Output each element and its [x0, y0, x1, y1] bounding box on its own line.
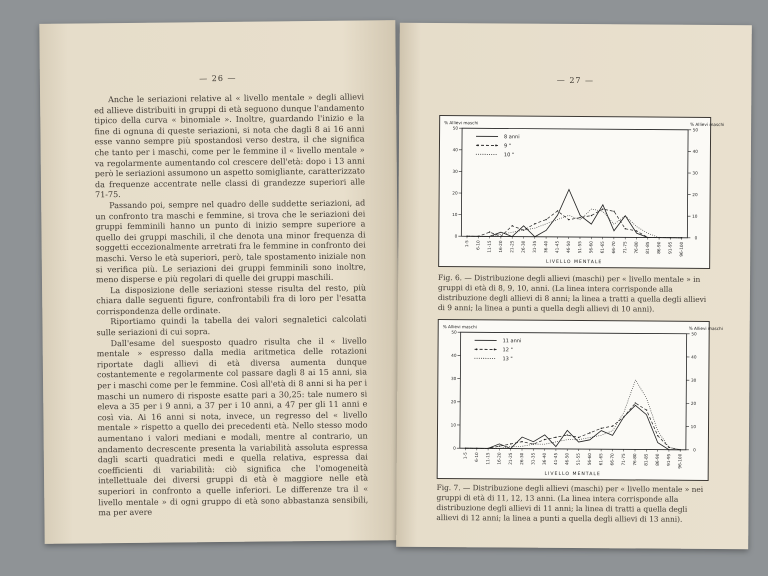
x-tick-label: 81-85: [644, 241, 650, 254]
paragraph: Anche le seriazioni relative al « livello mentale » degli allievi ed allieve distribuiti in gruppi di età seguono dunque l'andamento tipico della curva « binomiale ». Inoltre, guardando l'inizio e la fine di ognuna di queste seriazioni, si nota che dagli 8 ai 16 anni esse vanno sempre più spostandosi verso destra, il che significa che tanto per i maschi, come per le femmine il « livello mentale » va regolarmente aumentando col crescere dell'età: dopo i 13 anni però le seriazioni assumono un aspetto somigliante, caratterizzato da frequenze accentrate nelle classi di grandezze superiori alle 71-75.: [94, 92, 366, 200]
legend-marker: [494, 349, 496, 351]
series-point: [534, 223, 535, 224]
paragraph: La disposizione delle seriazioni stesse risulta del resto, più chiara dalle seguenti figure, confrontabili fra di loro per l'esatta corrispondenza delle ordinate.: [96, 283, 367, 317]
y-tick-label: 40: [451, 352, 457, 358]
y-tick-label: 50: [451, 329, 457, 335]
y-tick-label-right: 50: [692, 127, 699, 133]
legend-marker: [477, 144, 479, 146]
series-point: [500, 236, 501, 237]
series-point: [635, 402, 636, 403]
x-tick-label: 41-45: [554, 240, 560, 254]
x-tick-label: 6-10: [475, 240, 481, 250]
series-point: [623, 416, 624, 417]
series-point: [489, 231, 490, 232]
y-tick-label: 50: [452, 125, 459, 131]
series-point: [579, 217, 580, 218]
series-point: [602, 208, 603, 209]
x-tick-label: 31-35: [531, 240, 537, 253]
left-page: [39, 20, 400, 544]
series-point: [578, 437, 579, 438]
x-tick-label: 66-70: [610, 241, 617, 254]
x-tick-label: 71-75: [620, 453, 626, 466]
x-tick-label: 36-40: [543, 240, 549, 253]
plot-frame: [461, 128, 688, 238]
line-chart: [438, 320, 723, 480]
legend-label: 12 ": [502, 347, 513, 354]
x-tick-label: 26-30: [520, 240, 526, 253]
y-axis-label-right: % Allievi maschi: [690, 121, 725, 128]
figure-6-caption: Fig. 6. — Distribuzione degli allievi (maschi) per « livello mentale » in gruppi di età di 8, 9, 10, anni. (La linea intera corrisponde alla distribuzione degli allievi di 8 anni; la linea a tratti a quella degli allievi di 9 anni; la linea a punti a quella degli allievi di 10 anni).: [437, 273, 707, 314]
series-point: [499, 445, 500, 446]
x-tick-label: 31-35: [530, 452, 536, 465]
x-tick-label: 86-90: [654, 453, 660, 466]
series-point: [681, 237, 682, 238]
right-page: [396, 23, 752, 549]
series-point: [657, 435, 658, 436]
x-tick-label: 51-55: [577, 241, 583, 254]
paragraph: Dall'esame del suesposto quadro risulta che il « livello mentale » espresso dalla media aritmetica delle rotazioni riportate dagli allievi di età diversa aumenta dunque costantemente e regolarmente col passare dagli 8 ai 15 anni, sia per i maschi come per le femmine. Così all'età di 8 anni si ha per i maschi un numero di risposte esatte pari a 30,25: tale numero si eleva a 35 per i 9 anni, a 37 per i 10 anni, a 47 per gli 11 anni e così via. Ai 16 anni si nota, invece, un regresso del « livello mentale » rispetto a quello dei precedenti età. Nello stesso modo aumentano i valori mediani e modali, mentre al contrario, un andamento decrescente presenta la variabilità assoluta espressa dagli scarti quadratici medi e quella relativa, espressa dai coefficienti di variabilità: ciò significa che l'omogeneità intellettuale dei diversi gruppi di età è maggiore nelle età superiori in confronto a quelle inferiori. Le differenze tra il « livello mentale » di ogni gruppo di età sono abbastanza sensibili, ma per avere: [96, 336, 369, 518]
series-line: [467, 208, 682, 238]
y-tick-label-right: 0: [693, 447, 696, 453]
y-axis-label-right: % Allievi maschi: [688, 325, 723, 332]
legend-label: 9 ": [503, 143, 512, 150]
body-text: [94, 92, 368, 519]
y-tick-label-right: 50: [691, 331, 697, 337]
y-tick-label: 0: [454, 233, 458, 239]
x-tick-label: 16-20: [497, 240, 504, 253]
line-chart: [439, 116, 725, 268]
x-tick-label: 21-25: [507, 452, 513, 465]
series-point: [568, 219, 569, 220]
y-tick-label-right: 40: [692, 148, 698, 154]
paragraph: Riportiamo quindi la tabella dei valori segnaletici calcolati sulle seriazioni di cui sopra.: [96, 314, 367, 338]
legend-label: 13 ": [502, 356, 513, 363]
y-axis-label: % Allievi maschi: [444, 120, 479, 126]
x-tick-label: 21-25: [509, 240, 515, 253]
series-point: [646, 409, 647, 410]
series-point: [557, 210, 558, 211]
paragraph: Passando poi, sempre nel quadro delle suddette seriazioni, ad un confronto tra maschi e femmine, si trova che le seriazioni dei gruppi femminili hanno un punto di inizio sempre superiore a quello dei gruppi maschili, il che denota una minor frequenza di soggetti eccezionalmente arretrati fra le femmine in confronto dei maschi. Verso le età superiori, però, tale spostamento iniziale non si verifica più. Le seriazioni dei gruppi femminili sono inoltre, meno disperse e più regolari di quelle dei gruppi maschili.: [95, 198, 366, 285]
x-tick-label: 56-60: [588, 241, 594, 254]
series-line: [465, 404, 680, 450]
y-tick-label: 30: [452, 168, 458, 174]
series-point: [510, 443, 511, 444]
x-tick-label: 61-65: [599, 241, 605, 254]
x-tick-label: 81-85: [643, 453, 649, 466]
legend-label: 10 ": [503, 152, 515, 159]
y-tick-label: 10: [452, 212, 458, 218]
series-point: [521, 441, 522, 442]
y-tick-label-right: 10: [690, 424, 697, 430]
y-tick-label-right: 20: [692, 192, 698, 198]
x-tick-label: 51-55: [575, 453, 581, 466]
series-line: [467, 208, 682, 238]
x-tick-label: 1-5: [464, 240, 470, 248]
legend-label: 8 anni: [504, 134, 520, 141]
open-book: [38, 16, 756, 556]
y-tick-label-right: 20: [690, 400, 697, 406]
y-axis-label: % Allievi maschi: [442, 324, 477, 330]
legend-marker: [476, 348, 478, 350]
x-tick-label: 86-90: [656, 241, 662, 254]
x-tick-label: 91-95: [667, 241, 673, 254]
series-point: [613, 211, 614, 212]
series-point: [567, 434, 568, 435]
x-tick-label: 66-70: [609, 453, 615, 466]
series-point: [625, 228, 626, 229]
y-tick-label: 10: [450, 422, 457, 428]
figure-6-chart: [438, 115, 725, 269]
series-point: [555, 437, 556, 438]
x-tick-label: 96-100: [678, 241, 684, 257]
series-point: [512, 225, 513, 226]
x-tick-label: 91-95: [665, 453, 672, 466]
series-line: [467, 189, 682, 238]
y-tick-label: 0: [453, 445, 456, 451]
legend-label: 11 anni: [502, 338, 522, 345]
y-tick-label-right: 0: [694, 235, 698, 241]
series-line: [465, 402, 680, 450]
series-point: [636, 230, 637, 231]
x-tick-label: 36-40: [541, 452, 547, 465]
y-tick-label: 40: [452, 147, 458, 153]
x-tick-label: 6-10: [473, 452, 479, 462]
series-point: [591, 215, 592, 216]
series-point: [544, 439, 545, 440]
x-tick-label: 46-50: [564, 452, 570, 466]
x-tick-label: 16-20: [496, 452, 502, 465]
x-tick-label: 71-75: [622, 241, 628, 254]
figure-7-caption: Fig. 7. — Distribuzione degli allievi (maschi) per « livello mentale » nei gruppi di età di 11, 12, 13 anni. (La linea intera corrisponde alla distribuzione degli allievi di 11 anni; la linea di tratti a quella degli allievi di 12 anni; la linea a punti a quella degli allievi di 13 anni).: [436, 483, 704, 524]
legend-marker: [495, 145, 497, 147]
series-point: [589, 432, 590, 433]
x-tick-label: 76-80: [633, 241, 639, 254]
series-point: [546, 219, 547, 220]
y-tick-label: 20: [452, 190, 458, 196]
series-point: [612, 425, 613, 426]
x-tick-label: 46-50: [565, 240, 571, 254]
y-tick-label-right: 40: [691, 354, 697, 360]
y-tick-label-right: 30: [692, 170, 698, 176]
x-tick-label: 56-60: [586, 453, 592, 466]
page-number-right: — 27 —: [556, 75, 595, 86]
x-axis-label: LIVELLO MENTALE: [545, 259, 603, 266]
x-tick-label: 61-65: [598, 453, 604, 466]
x-tick-label: 11-15: [486, 240, 492, 253]
y-tick-label-right: 30: [690, 377, 697, 383]
y-tick-label-right: 10: [692, 213, 698, 219]
y-tick-label: 30: [450, 376, 457, 382]
figure-7-chart: [437, 319, 723, 481]
series-point: [680, 449, 681, 450]
series-point: [647, 237, 648, 238]
series-point: [601, 428, 602, 429]
x-tick-label: 76-80: [632, 453, 638, 466]
x-tick-label: 11-15: [485, 452, 491, 465]
x-tick-label: 96-100: [677, 453, 683, 469]
y-tick-label: 20: [450, 399, 457, 405]
x-tick-label: 1-5: [462, 452, 468, 460]
x-tick-label: 41-45: [552, 452, 559, 466]
x-tick-label: 26-30: [519, 452, 525, 465]
page-number-left: — 26 —: [199, 73, 237, 84]
x-axis-label: LIVELLO MENTALE: [544, 471, 601, 478]
